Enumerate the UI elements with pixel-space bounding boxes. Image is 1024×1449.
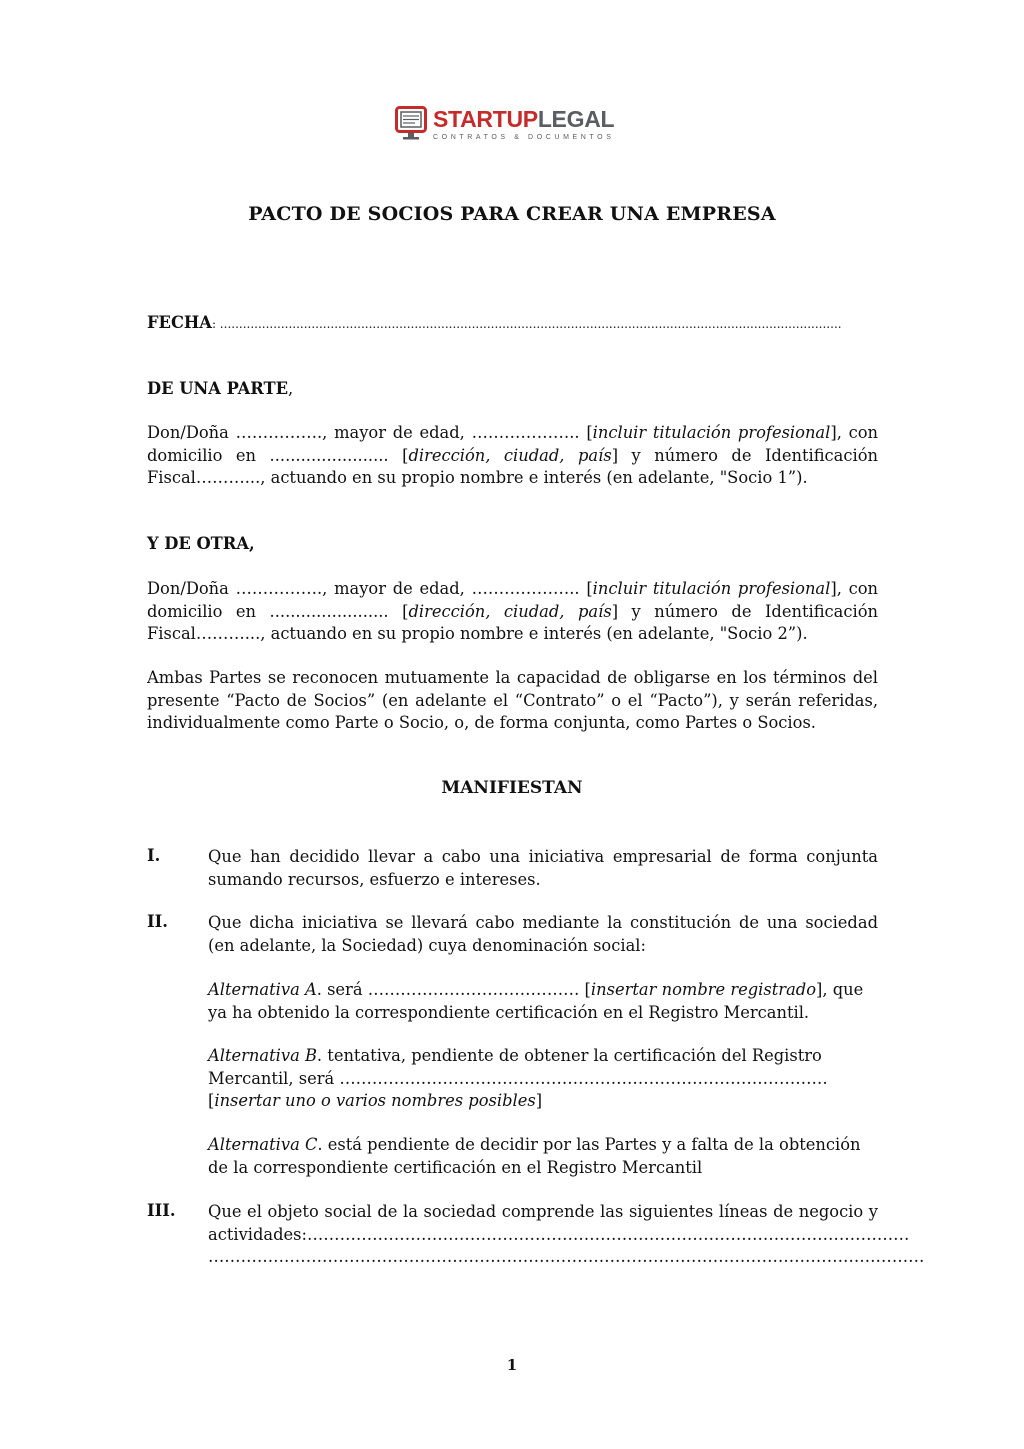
alternativa-c: Alternativa C. está pendiente de decidir por las Partes y a falta de la obtención de la correspondiente certificación en el Registro Mercantil bbox=[208, 1135, 861, 1177]
item-ii-text: Que dicha iniciativa se llevará cabo mediante la constitución de una sociedad (en adelante, la Sociedad) cuya denominación social: bbox=[208, 913, 878, 955]
page-number: 1 bbox=[506, 1356, 518, 1374]
parte1-heading: DE UNA PARTE, bbox=[147, 379, 294, 398]
alternativa-b: Alternativa B. tentativa, pendiente de obtener la certificación del Registro Mercantil, será ……………………………………………………………………………… [insertar uno o varios nombres posibles] bbox=[208, 1046, 828, 1110]
item-iii-text: Que el objeto social de la sociedad comprende las siguientes líneas de negocio y actividades:………………………………………………………………………………………………… …………………………………………………………………………………………………………………… bbox=[208, 1202, 925, 1266]
brand-name: STARTUPLEGAL bbox=[433, 106, 615, 132]
alternativa-a: Alternativa A. será ………………………………… [insertar nombre registrado], que ya ha obtenido la correspondiente certificación en el Registro Mercantil. bbox=[208, 980, 864, 1022]
item-number-iii: III. bbox=[147, 1201, 176, 1220]
document-title: PACTO DE SOCIOS PARA CREAR UNA EMPRESA bbox=[248, 203, 776, 225]
item-number-ii: II. bbox=[147, 912, 168, 931]
item-i-text: Que han decidido llevar a cabo una iniciativa empresarial de forma conjunta sumando recursos, esfuerzo e intereses. bbox=[208, 847, 878, 889]
ambas-partes-paragraph: Ambas Partes se reconocen mutuamente la capacidad de obligarse en los términos del presente “Pacto de Socios” (en adelante el “Contrato” o el “Pacto”), y serán referidas, individualmente como Parte o Socio, o, de forma conjunta, como Partes o Socios. bbox=[147, 668, 878, 732]
monitor-icon bbox=[395, 106, 427, 142]
parte2-heading: Y DE OTRA, bbox=[147, 534, 255, 553]
startuplegal-logo bbox=[395, 106, 615, 150]
fecha-line: FECHA: ................................................................................................................................................................... bbox=[147, 313, 842, 332]
parte2-paragraph: Don/Doña ……………., mayor de edad, ……………….. [incluir titulación profesional], con domicilio en ....................... [dirección, ciudad, país] y número de Identificación Fiscal………..., actuando en su propio nombre e interés (en adelante, "Socio 2”). bbox=[147, 579, 878, 643]
manifiestan-heading: MANIFIESTAN bbox=[441, 778, 583, 798]
item-number-i: I. bbox=[147, 846, 161, 865]
parte1-paragraph: Don/Doña ……………., mayor de edad, ……………….. [incluir titulación profesional], con domicilio en ....................... [dirección, ciudad, país] y número de Identificación Fiscal………..., actuando en su propio nombre e interés (en adelante, "Socio 1”). bbox=[147, 423, 878, 487]
brand-tagline: CONTRATOS & DOCUMENTOS bbox=[433, 134, 615, 141]
